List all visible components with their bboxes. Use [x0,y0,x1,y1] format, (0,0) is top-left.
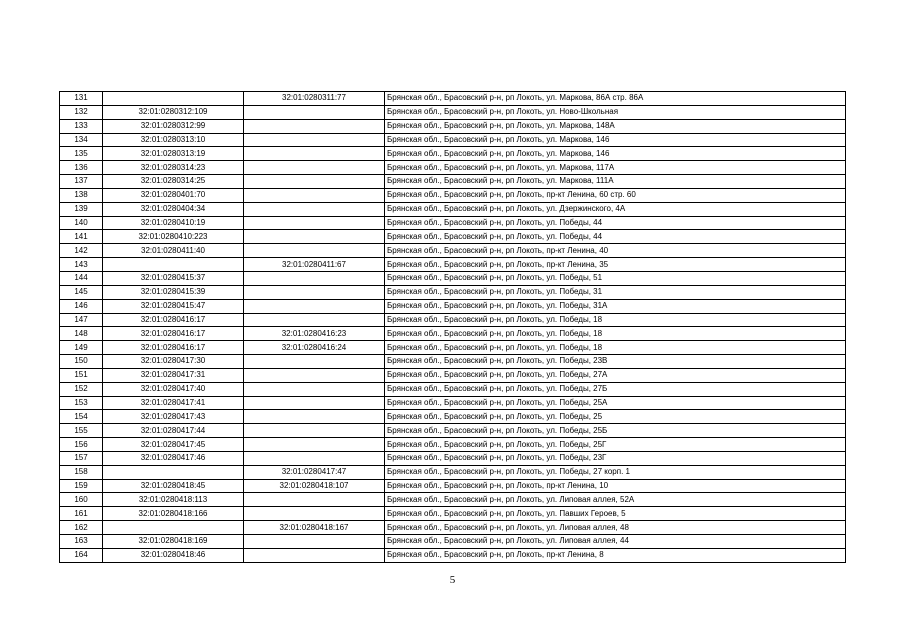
row-number-cell: 140 [60,216,103,230]
linked-cadastral-number-cell [244,161,385,175]
row-number-cell: 154 [60,410,103,424]
cadastral-number-cell: 32:01:0280418:166 [103,507,244,521]
cadastral-number-cell: 32:01:0280416:17 [103,341,244,355]
table-row [60,216,846,230]
cadastral-number-cell: 32:01:0280418:113 [103,493,244,507]
cadastral-number-cell: 32:01:0280314:25 [103,175,244,189]
address-cell: Брянская обл., Брасовский р-н, рп Локоть, ул. Победы, 25Б [385,424,846,438]
cadastral-number-cell: 32:01:0280416:17 [103,313,244,327]
table-row [60,105,846,119]
table-row [60,396,846,410]
cadastral-number-cell: 32:01:0280404:34 [103,202,244,216]
address-cell: Брянская обл., Брасовский р-н, рп Локоть, ул. Маркова, 86А стр. 86А [385,92,846,106]
table-row [60,133,846,147]
table-row [60,271,846,285]
cadastral-number-cell: 32:01:0280418:169 [103,535,244,549]
address-cell: Брянская обл., Брасовский р-н, рп Локоть, ул. Победы, 23В [385,355,846,369]
row-number-cell: 131 [60,92,103,106]
linked-cadastral-number-cell [244,202,385,216]
address-cell: Брянская обл., Брасовский р-н, рп Локоть, ул. Липовая аллея, 48 [385,521,846,535]
row-number-cell: 161 [60,507,103,521]
cadastral-number-cell: 32:01:0280417:44 [103,424,244,438]
address-cell: Брянская обл., Брасовский р-н, рп Локоть, ул. Победы, 18 [385,327,846,341]
address-cell: Брянская обл., Брасовский р-н, рп Локоть, пр-кт Ленина, 8 [385,548,846,562]
address-cell: Брянская обл., Брасовский р-н, рп Локоть, ул. Победы, 18 [385,341,846,355]
address-cell: Брянская обл., Брасовский р-н, рп Локоть, ул. Маркова, 117А [385,161,846,175]
row-number-cell: 143 [60,258,103,272]
cadastral-number-cell: 32:01:0280313:10 [103,133,244,147]
address-cell: Брянская обл., Брасовский р-н, рп Локоть, ул. Победы, 31А [385,299,846,313]
cadastral-number-cell [103,92,244,106]
row-number-cell: 139 [60,202,103,216]
address-cell: Брянская обл., Брасовский р-н, рп Локоть, ул. Победы, 25А [385,396,846,410]
linked-cadastral-number-cell [244,216,385,230]
row-number-cell: 163 [60,535,103,549]
linked-cadastral-number-cell [244,424,385,438]
table-row [60,424,846,438]
linked-cadastral-number-cell: 32:01:0280418:167 [244,521,385,535]
linked-cadastral-number-cell [244,368,385,382]
cadastral-number-cell: 32:01:0280417:46 [103,451,244,465]
table-row [60,479,846,493]
address-cell: Брянская обл., Брасовский р-н, рп Локоть, ул. Липовая аллея, 52А [385,493,846,507]
cadastral-number-cell: 32:01:0280410:223 [103,230,244,244]
cadastral-number-cell: 32:01:0280415:37 [103,271,244,285]
row-number-cell: 151 [60,368,103,382]
table-row [60,521,846,535]
linked-cadastral-number-cell [244,548,385,562]
linked-cadastral-number-cell [244,299,385,313]
address-cell: Брянская обл., Брасовский р-н, рп Локоть, ул. Победы, 31 [385,285,846,299]
table-row [60,299,846,313]
page-number: 5 [449,574,456,586]
linked-cadastral-number-cell [244,438,385,452]
linked-cadastral-number-cell: 32:01:0280417:47 [244,465,385,479]
table-row [60,507,846,521]
address-cell: Брянская обл., Брасовский р-н, рп Локоть, ул. Ново-Школьная [385,105,846,119]
table-row [60,535,846,549]
row-number-cell: 144 [60,271,103,285]
linked-cadastral-number-cell [244,133,385,147]
row-number-cell: 138 [60,188,103,202]
row-number-cell: 142 [60,244,103,258]
address-cell: Брянская обл., Брасовский р-н, рп Локоть, ул. Победы, 18 [385,313,846,327]
row-number-cell: 137 [60,175,103,189]
address-cell: Брянская обл., Брасовский р-н, рп Локоть, пр-кт Ленина, 60 стр. 60 [385,188,846,202]
linked-cadastral-number-cell: 32:01:0280311:77 [244,92,385,106]
linked-cadastral-number-cell [244,244,385,258]
linked-cadastral-number-cell [244,271,385,285]
address-cell: Брянская обл., Брасовский р-н, рп Локоть, пр-кт Ленина, 40 [385,244,846,258]
table-row [60,258,846,272]
row-number-cell: 147 [60,313,103,327]
linked-cadastral-number-cell [244,230,385,244]
linked-cadastral-number-cell [244,493,385,507]
row-number-cell: 134 [60,133,103,147]
address-cell: Брянская обл., Брасовский р-н, рп Локоть, ул. Дзержинского, 4А [385,202,846,216]
linked-cadastral-number-cell: 32:01:0280411:67 [244,258,385,272]
address-cell: Брянская обл., Брасовский р-н, рп Локоть, ул. Победы, 51 [385,271,846,285]
address-cell: Брянская обл., Брасовский р-н, рп Локоть, ул. Победы, 27А [385,368,846,382]
cadastral-table [59,91,846,563]
linked-cadastral-number-cell [244,410,385,424]
row-number-cell: 136 [60,161,103,175]
address-cell: Брянская обл., Брасовский р-н, рп Локоть, ул. Маркова, 146 [385,147,846,161]
row-number-cell: 162 [60,521,103,535]
table-row [60,382,846,396]
table-row [60,92,846,106]
row-number-cell: 145 [60,285,103,299]
row-number-cell: 152 [60,382,103,396]
row-number-cell: 132 [60,105,103,119]
cadastral-number-cell: 32:01:0280312:109 [103,105,244,119]
cadastral-number-cell: 32:01:0280417:40 [103,382,244,396]
linked-cadastral-number-cell [244,313,385,327]
row-number-cell: 135 [60,147,103,161]
linked-cadastral-number-cell [244,147,385,161]
address-cell: Брянская обл., Брасовский р-н, рп Локоть, ул. Маркова, 111А [385,175,846,189]
row-number-cell: 153 [60,396,103,410]
table-row [60,341,846,355]
address-cell: Брянская обл., Брасовский р-н, рп Локоть, пр-кт Ленина, 35 [385,258,846,272]
table-row [60,548,846,562]
cadastral-number-cell: 32:01:0280401:70 [103,188,244,202]
linked-cadastral-number-cell [244,119,385,133]
linked-cadastral-number-cell [244,535,385,549]
table-row [60,161,846,175]
linked-cadastral-number-cell [244,285,385,299]
row-number-cell: 148 [60,327,103,341]
table-row [60,230,846,244]
table-row [60,202,846,216]
address-cell: Брянская обл., Брасовский р-н, рп Локоть, ул. Маркова, 146 [385,133,846,147]
table-row [60,410,846,424]
row-number-cell: 150 [60,355,103,369]
cadastral-number-cell: 32:01:0280417:30 [103,355,244,369]
linked-cadastral-number-cell: 32:01:0280418:107 [244,479,385,493]
linked-cadastral-number-cell [244,188,385,202]
linked-cadastral-number-cell [244,507,385,521]
address-cell: Брянская обл., Брасовский р-н, рп Локоть, ул. Победы, 44 [385,216,846,230]
row-number-cell: 149 [60,341,103,355]
cadastral-number-cell [103,258,244,272]
cadastral-number-cell: 32:01:0280417:43 [103,410,244,424]
table-row [60,119,846,133]
table-body [60,92,846,563]
address-cell: Брянская обл., Брасовский р-н, рп Локоть, ул. Липовая аллея, 44 [385,535,846,549]
row-number-cell: 141 [60,230,103,244]
table-row [60,285,846,299]
row-number-cell: 156 [60,438,103,452]
cadastral-number-cell: 32:01:0280415:47 [103,299,244,313]
row-number-cell: 133 [60,119,103,133]
table-row [60,438,846,452]
cadastral-number-cell: 32:01:0280416:17 [103,327,244,341]
table-row [60,451,846,465]
table-row [60,313,846,327]
row-number-cell: 158 [60,465,103,479]
row-number-cell: 164 [60,548,103,562]
address-cell: Брянская обл., Брасовский р-н, рп Локоть, ул. Победы, 44 [385,230,846,244]
linked-cadastral-number-cell [244,105,385,119]
table-row [60,147,846,161]
table-row [60,327,846,341]
cadastral-number-cell: 32:01:0280313:19 [103,147,244,161]
linked-cadastral-number-cell [244,396,385,410]
cadastral-number-cell [103,465,244,479]
linked-cadastral-number-cell [244,355,385,369]
linked-cadastral-number-cell [244,451,385,465]
cadastral-number-cell: 32:01:0280410:19 [103,216,244,230]
cadastral-number-cell: 32:01:0280417:31 [103,368,244,382]
cadastral-number-cell: 32:01:0280418:46 [103,548,244,562]
cadastral-number-cell: 32:01:0280312:99 [103,119,244,133]
row-number-cell: 157 [60,451,103,465]
address-cell: Брянская обл., Брасовский р-н, рп Локоть, ул. Победы, 25Г [385,438,846,452]
cadastral-number-cell: 32:01:0280415:39 [103,285,244,299]
table-row [60,465,846,479]
cadastral-number-cell [103,521,244,535]
address-cell: Брянская обл., Брасовский р-н, рп Локоть, ул. Победы, 23Г [385,451,846,465]
linked-cadastral-number-cell: 32:01:0280416:24 [244,341,385,355]
address-cell: Брянская обл., Брасовский р-н, рп Локоть, пр-кт Ленина, 10 [385,479,846,493]
linked-cadastral-number-cell: 32:01:0280416:23 [244,327,385,341]
cadastral-number-cell: 32:01:0280411:40 [103,244,244,258]
table-row [60,244,846,258]
cadastral-number-cell: 32:01:0280418:45 [103,479,244,493]
linked-cadastral-number-cell [244,382,385,396]
row-number-cell: 146 [60,299,103,313]
cadastral-number-cell: 32:01:0280417:41 [103,396,244,410]
table-row [60,175,846,189]
address-cell: Брянская обл., Брасовский р-н, рп Локоть, ул. Павших Героев, 5 [385,507,846,521]
cadastral-number-cell: 32:01:0280417:45 [103,438,244,452]
table-row [60,355,846,369]
linked-cadastral-number-cell [244,175,385,189]
row-number-cell: 159 [60,479,103,493]
table-row [60,493,846,507]
row-number-cell: 155 [60,424,103,438]
table-row [60,188,846,202]
address-cell: Брянская обл., Брасовский р-н, рп Локоть, ул. Маркова, 148А [385,119,846,133]
row-number-cell: 160 [60,493,103,507]
address-cell: Брянская обл., Брасовский р-н, рп Локоть, ул. Победы, 27Б [385,382,846,396]
address-cell: Брянская обл., Брасовский р-н, рп Локоть, ул. Победы, 25 [385,410,846,424]
address-cell: Брянская обл., Брасовский р-н, рп Локоть, ул. Победы, 27 корп. 1 [385,465,846,479]
cadastral-number-cell: 32:01:0280314:23 [103,161,244,175]
table-row [60,368,846,382]
